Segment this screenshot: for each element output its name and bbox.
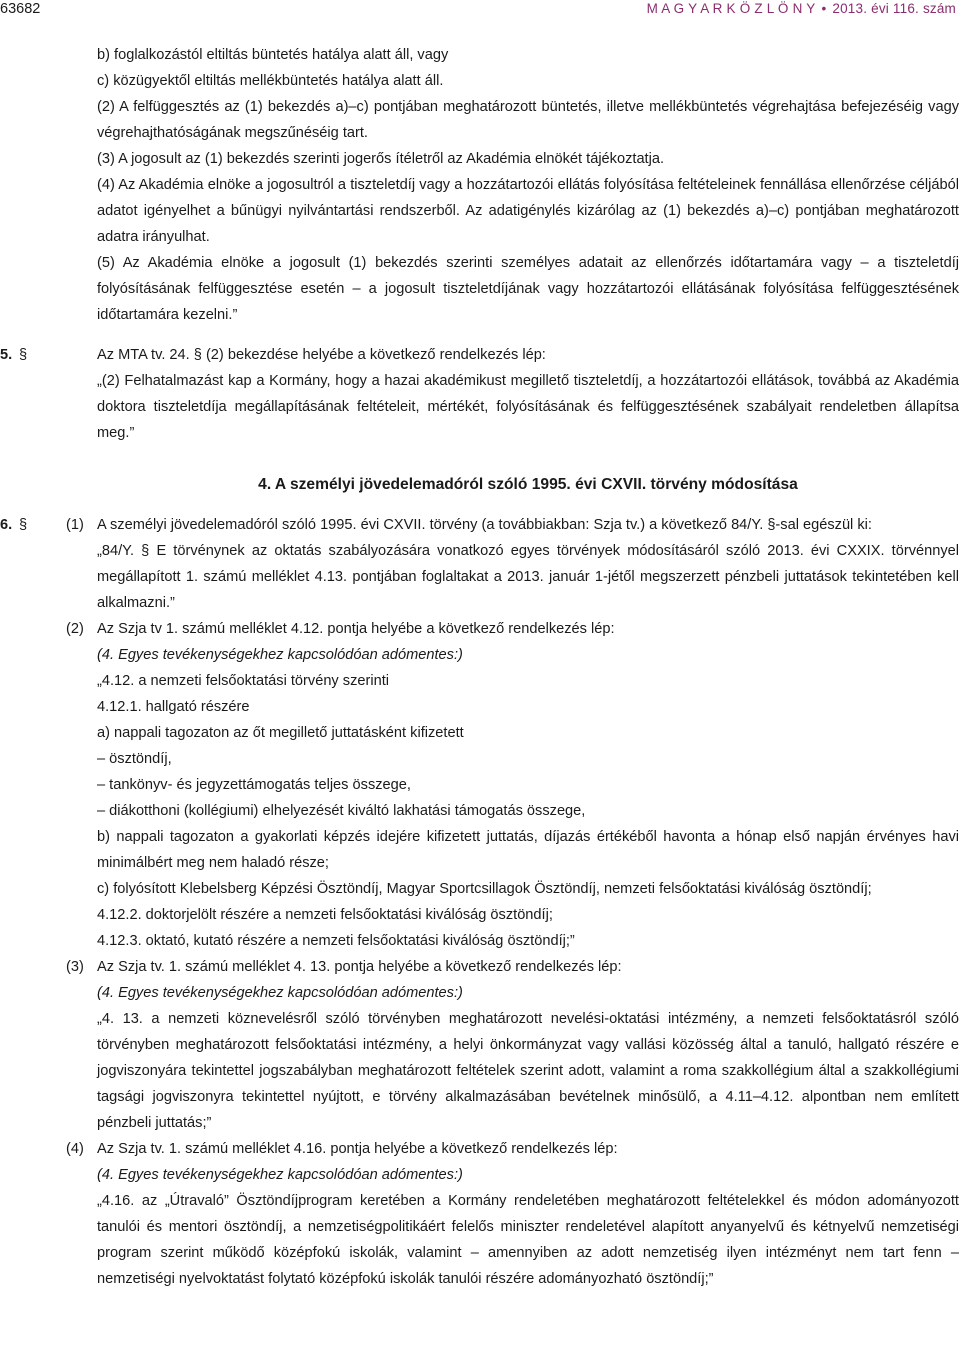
section-number: 6. bbox=[0, 517, 13, 533]
section-sign: § bbox=[19, 347, 28, 363]
subsection-number: (2) bbox=[66, 621, 84, 637]
subsection-4-text: „4.16. az „Útravaló” Ösztöndíjprogram keretében a Kormány rendeletében meghatározott feltételekkel és módon adományozott tanulói és mentori ösztöndíj, a nemzetiségpolitikáért felelős miniszter rendeletével alapított anyanyelvű és kétnyelvű nemzetiségi program szerint működő középfokú iskolák, valamint – amennyiben az adott nemzetiség ilyen intézményt nem tart fenn – nemzetiségi nyelvoktatást folytató középfokú iskolák tanulói részére adományozható ösztöndíj;” bbox=[97, 1193, 959, 1287]
subsection-3-intro: Az Szja tv. 1. számú melléklet 4. 13. pontja helyébe a következő rendelkezés lép: bbox=[97, 959, 622, 975]
subsection-2-context: (4. Egyes tevékenységekhez kapcsolódóan adómentes:) bbox=[97, 647, 463, 663]
journal-name: M A G Y A R K Ö Z L Ö N Y bbox=[646, 1, 816, 16]
clause-b: b) foglalkozástól eltiltás büntetés hatálya alatt áll, vagy bbox=[97, 47, 449, 63]
subsection-2-intro: Az Szja tv 1. számú melléklet 4.12. pontja helyébe a következő rendelkezés lép: bbox=[97, 621, 615, 637]
subsection-1 bbox=[66, 512, 959, 616]
page-number: 63682 bbox=[0, 1, 41, 17]
subsection-number: (4) bbox=[66, 1141, 84, 1157]
list-item: – ösztöndíj, bbox=[97, 751, 172, 767]
list-item: 4.12.2. doktorjelölt részére a nemzeti felsőoktatási kiválóság ösztöndíj; bbox=[97, 907, 553, 923]
paragraph-4: (4) Az Akadémia elnöke a jogosultról a tiszteletdíj vagy a hozzátartozói ellátás folyósítása feltételeinek fennállása ellenőrzése céljából adatot igényelhet a bűnügyi nyilvántartási rendszerből. Az adatigénylés kizárólag az (1) bekezdés a)–c) pontjában meghatározott adatra irányulhat. bbox=[97, 177, 959, 245]
document-body bbox=[0, 42, 959, 1292]
paragraph-5: (5) Az Akadémia elnöke a jogosult (1) bekezdés szerinti személyes adatait az ellenőrzés időtartamára vagy – a tiszteletdíj folyósításának felfüggesztése esetén – a jogosult tiszteletdíjának vagy hozzátartozói ellátásának folyósítása felfüggesztésének időtartamára kezelni.” bbox=[97, 255, 959, 323]
list-item: „4.12. a nemzeti felsőoktatási törvény szerinti bbox=[97, 673, 390, 689]
subsection-4-context: (4. Egyes tevékenységekhez kapcsolódóan adómentes:) bbox=[97, 1167, 463, 1183]
section-sign: § bbox=[19, 517, 28, 533]
paragraph-3: (3) A jogosult az (1) bekezdés szerinti jogerős ítéletről az Akadémia elnökét tájékoztatja. bbox=[97, 151, 665, 167]
chapter-heading: 4. A személyi jövedelemadóról szóló 1995. évi CXVII. törvény módosítása bbox=[258, 476, 798, 493]
clause-c: c) közügyektől eltiltás mellékbüntetés hatálya alatt áll. bbox=[97, 73, 444, 89]
list-item: 4.12.1. hallgató részére bbox=[97, 699, 250, 715]
journal-title bbox=[647, 0, 956, 18]
subsection-3-text: „4. 13. a nemzeti köznevelésről szóló törvényben meghatározott nevelési-oktatási intézmény, a nemzeti felsőoktatásról szóló törvényben meghatározott felsőoktatási intézmény, a helyi önkormányzat vagy vallási közösség által a tanuló, hallgató részére e jogviszonyára tekintettel jogszabályban meghatározott feltételek szerint adott, valamint a roma szakkollégium által a szakkollégiumi tagsági jogviszonyra tekintettel nyújtott, e törvény alkalmazásában bevételnek minősülő, a 4.11–4.12. alpontban nem említett pénzbeli juttatás;” bbox=[97, 1011, 959, 1131]
list-item: – tankönyv- és jegyzettámogatás teljes összege, bbox=[97, 777, 411, 793]
subsection-2 bbox=[66, 616, 959, 954]
section-6 bbox=[0, 512, 959, 1292]
subsection-1-text: „84/Y. § E törvénynek az oktatás szabályozására vonatkozó egyes törvények módosításáról szóló 2013. évi CXXIX. törvénnyel megállapított 1. számú melléklet 4.13. pontjában foglaltakat a 2013. január 1-jétől megszerzett pénzbeli juttatások tekintetében kell alkalmazni.” bbox=[97, 543, 959, 611]
issue-number: 2013. évi 116. szám bbox=[832, 1, 956, 16]
subsection-3 bbox=[66, 954, 959, 1136]
subsection-number: (3) bbox=[66, 959, 84, 975]
list-item: c) folyósított Klebelsberg Képzési Ösztöndíj, Magyar Sportcsillagok Ösztöndíj, nemzeti felsőoktatási kiválóság ösztöndíj; bbox=[97, 881, 872, 897]
subsection-4 bbox=[66, 1136, 959, 1292]
section-5-text: „(2) Felhatalmazást kap a Kormány, hogy a hazai akadémikust megillető tiszteletdíj, a hozzátartozói ellátások, továbbá az Akadémia doktora tiszteletdíja megállapításának feltételeit, mértékét, folyósításának és felfüggesztésének szabályait rendeletben állapítsa meg.” bbox=[97, 373, 959, 441]
page-header bbox=[0, 0, 960, 24]
section-5 bbox=[0, 342, 959, 446]
bullet-separator: • bbox=[821, 1, 827, 16]
list-item: 4.12.3. oktató, kutató részére a nemzeti felsőoktatási kiválóság ösztöndíj;” bbox=[97, 933, 575, 949]
subsection-3-context: (4. Egyes tevékenységekhez kapcsolódóan adómentes:) bbox=[97, 985, 463, 1001]
paragraph-2: (2) A felfüggesztés az (1) bekezdés a)–c) pontjában meghatározott büntetés, illetve mellékbüntetés végrehajtása befejezéséig vagy végrehajthatóságának megszűnéséig tart. bbox=[97, 99, 959, 141]
subsection-number: (1) bbox=[66, 517, 84, 533]
list-item: a) nappali tagozaton az őt megillető juttatásként kifizetett bbox=[97, 725, 464, 741]
section-number: 5. bbox=[0, 347, 13, 363]
list-item: b) nappali tagozaton a gyakorlati képzés idejére kifizetett juttatás, díjazás értékéből havonta a hónap első napján érvényes havi minimálbért meg nem haladó része; bbox=[97, 829, 959, 871]
subsection-4-intro: Az Szja tv. 1. számú melléklet 4.16. pontja helyébe a következő rendelkezés lép: bbox=[97, 1141, 618, 1157]
subsection-1-intro: A személyi jövedelemadóról szóló 1995. évi CXVII. törvény (a továbbiakban: Szja tv.) a következő 84/Y. §-sal egészül ki: bbox=[97, 517, 872, 533]
list-item: – diákotthoni (kollégiumi) elhelyezését kiváltó lakhatási támogatás összege, bbox=[97, 803, 586, 819]
section-5-intro: Az MTA tv. 24. § (2) bekezdése helyébe a következő rendelkezés lép: bbox=[97, 347, 546, 363]
